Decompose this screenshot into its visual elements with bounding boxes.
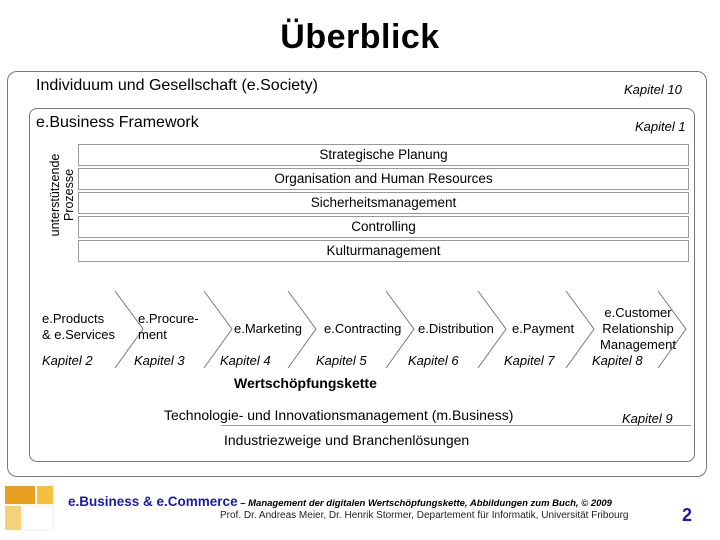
process-band-culture: Kulturmanagement <box>78 240 689 262</box>
step-crm <box>592 305 684 353</box>
step-products-line1: e.Products <box>42 311 105 326</box>
chapter-6: Kapitel 6 <box>408 353 459 368</box>
process-band-security: Sicherheitsmanagement <box>78 192 689 214</box>
process-band-strategy: Strategische Planung <box>78 144 689 166</box>
framework-chapter: Kapitel 1 <box>635 119 686 134</box>
step-procurement-line1: e.Procure- <box>138 311 199 326</box>
step-procurement-line2: ment <box>138 327 167 342</box>
society-chapter: Kapitel 10 <box>624 82 682 97</box>
step-procurement <box>138 311 199 343</box>
footer-book-title <box>68 494 612 509</box>
chapter-2: Kapitel 2 <box>42 353 93 368</box>
technology-chapter: Kapitel 9 <box>622 411 673 426</box>
step-crm-line3: Management <box>600 337 676 352</box>
footer-authors: Prof. Dr. Andreas Meier, Dr. Henrik Stormer, Departement für Informatik, Universität Fribourg <box>220 510 629 521</box>
technology-divider <box>221 425 691 426</box>
society-label: Individuum und Gesellschaft (e.Society) <box>36 77 318 94</box>
book-cover-logo <box>3 484 55 532</box>
page-title: Überblick <box>280 18 440 56</box>
process-band-organisation: Organisation and Human Resources <box>78 168 689 190</box>
footer-book-title-main: e.Business & e.Commerce <box>68 494 238 509</box>
process-band-controlling: Controlling <box>78 216 689 238</box>
supporting-label-line2: Prozesse <box>62 168 76 222</box>
step-products-line2: & e.Services <box>42 327 115 342</box>
chapter-3: Kapitel 3 <box>134 353 185 368</box>
chapter-5: Kapitel 5 <box>316 353 367 368</box>
chapter-4: Kapitel 4 <box>220 353 271 368</box>
page-number: 2 <box>682 505 693 525</box>
supporting-label-line1: unterstützende <box>48 153 62 237</box>
step-marketing: e.Marketing <box>234 321 302 336</box>
industries-label: Industriezweige und Branchenlösungen <box>224 432 470 448</box>
chapter-8: Kapitel 8 <box>592 353 643 368</box>
step-payment: e.Payment <box>512 321 575 336</box>
value-chain-label: Wertschöpfungskette <box>234 375 377 391</box>
step-products <box>42 311 115 343</box>
step-contracting: e.Contracting <box>324 321 402 336</box>
footer-book-subtitle: – Management der digitalen Wertschöpfungskette, Abbildungen zum Buch, © 2009 <box>237 498 612 509</box>
framework-label: e.Business Framework <box>36 114 199 131</box>
chapter-7: Kapitel 7 <box>504 353 555 368</box>
step-crm-line1: e.Customer <box>604 305 672 320</box>
technology-label: Technologie- und Innovationsmanagement (m.Business) <box>164 407 514 423</box>
step-crm-line2: Relationship <box>602 321 674 336</box>
step-distribution: e.Distribution <box>418 321 494 336</box>
